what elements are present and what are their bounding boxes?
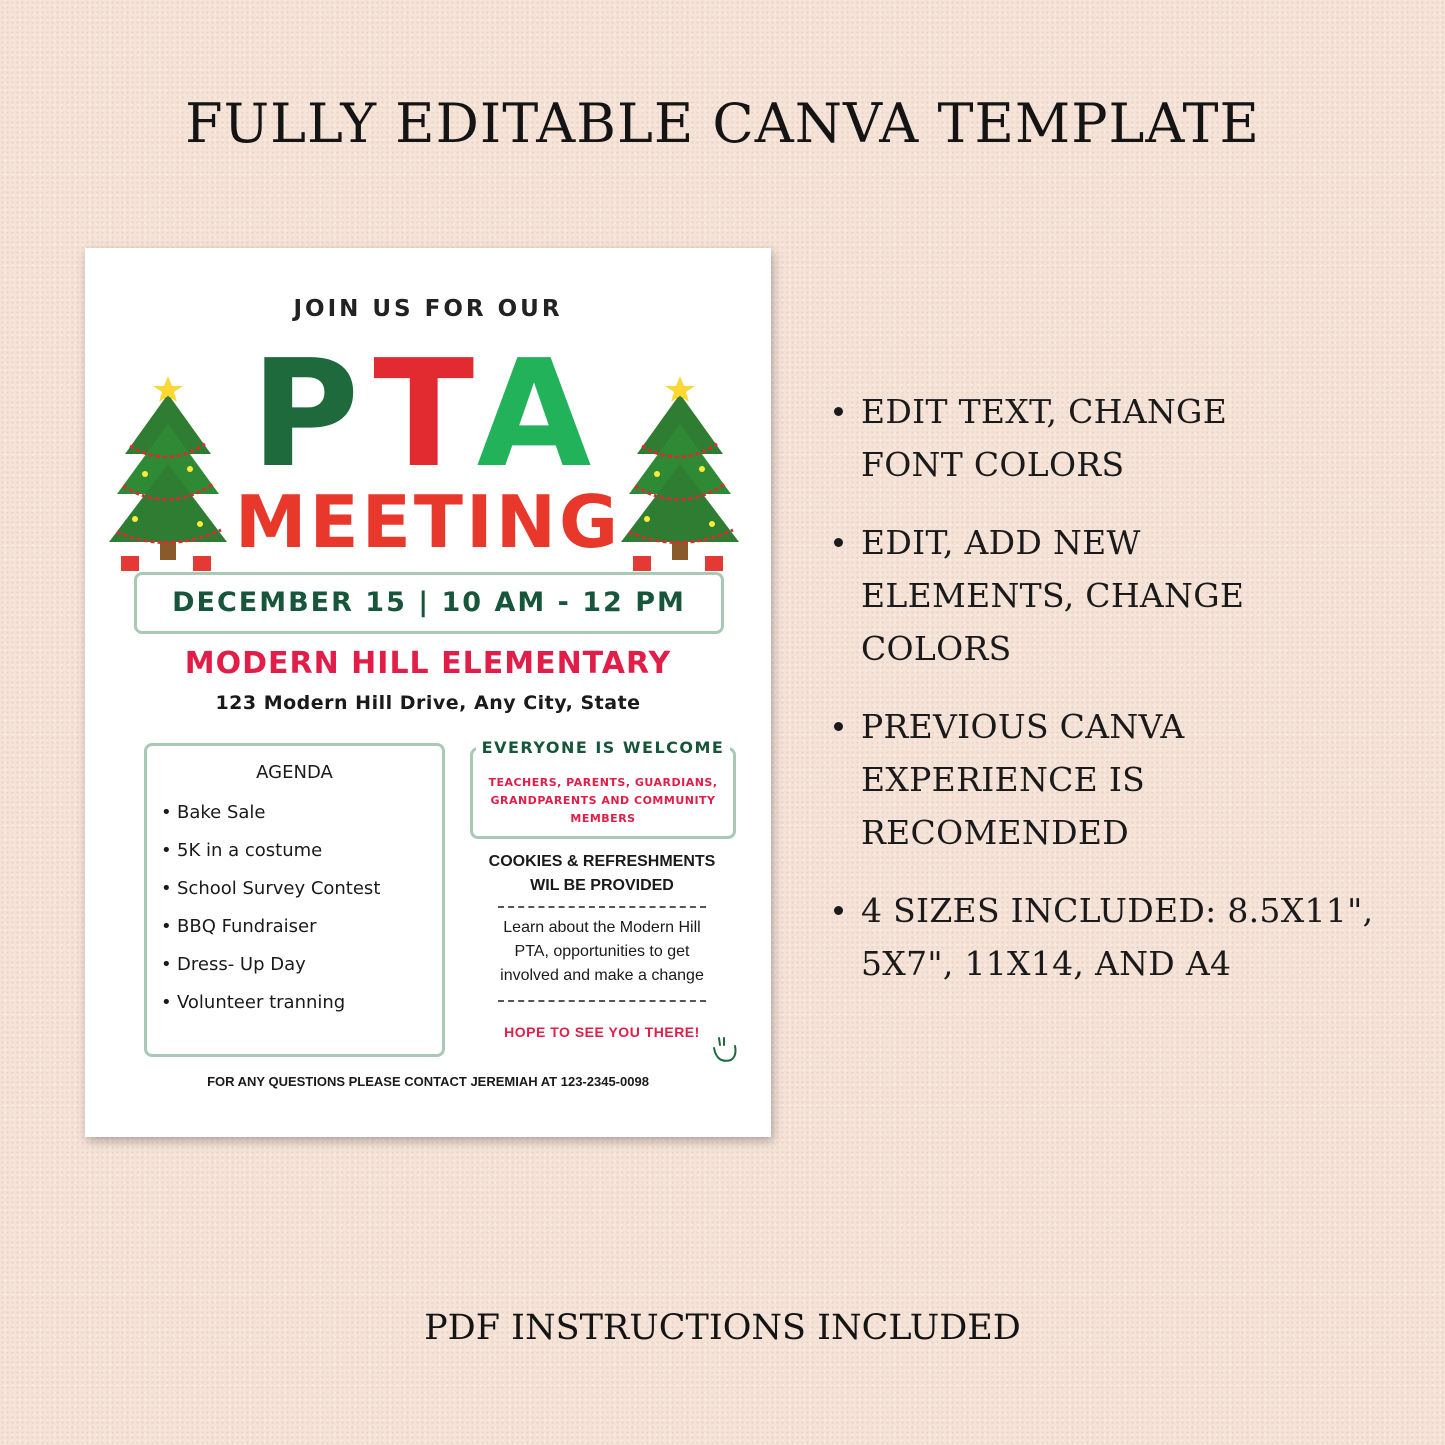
learn-line: involved and make a change: [500, 967, 704, 984]
feature-item: [832, 385, 1392, 491]
agenda-title: AGENDA: [256, 762, 333, 783]
divider: [498, 1000, 706, 1002]
learn-line: PTA, opportunities to get: [514, 943, 690, 960]
headline: FULLY EDITABLE CANVA TEMPLATE: [185, 92, 1260, 155]
feature-item: [832, 516, 1392, 675]
divider: [498, 906, 706, 908]
feature-line: EDIT, ADD NEW: [861, 523, 1141, 562]
learn-note: [473, 916, 731, 988]
welcome-line: GRANDPARENTS AND COMMUNITY: [490, 794, 716, 807]
cookies-note: [470, 850, 734, 898]
address: 123 Modern Hill Drive, Any City, State: [215, 692, 641, 714]
cookies-line: COOKIES & REFRESHMENTS: [488, 853, 716, 870]
feature-line: FONT COLORS: [861, 445, 1125, 484]
pta-letter-a: A: [476, 328, 606, 500]
feature-line: RECOMENDED: [861, 813, 1129, 852]
feature-line: 4 SIZES INCLUDED: 8.5X11",: [861, 891, 1374, 930]
pta-title: [85, 328, 771, 500]
cookies-line: WIL BE PROVIDED: [530, 877, 674, 894]
feature-line: EXPERIENCE IS: [861, 760, 1146, 799]
welcome-title: EVERYONE IS WELCOME: [476, 738, 731, 757]
agenda-item: • Volunteer tranning: [161, 990, 380, 1028]
pta-letter-t: T: [373, 328, 477, 500]
footer-note: PDF INSTRUCTIONS INCLUDED: [424, 1308, 1021, 1348]
feature-line: PREVIOUS CANVA: [861, 707, 1185, 746]
agenda-list: [161, 800, 380, 1028]
date-time: DECEMBER 15 | 10 AM - 12 PM: [172, 587, 686, 618]
agenda-box: [144, 743, 445, 1057]
welcome-body: [483, 774, 723, 828]
agenda-item: • Dress- Up Day: [161, 952, 380, 990]
join-text: JOIN US FOR OUR: [293, 296, 563, 322]
learn-line: Learn about the Modern Hill: [503, 919, 701, 936]
agenda-item: • School Survey Contest: [161, 876, 380, 914]
pta-letter-p: P: [250, 328, 374, 500]
welcome-line: TEACHERS, PARENTS, GUARDIANS,: [488, 776, 718, 789]
feature-line: 5X7", 11X14, AND A4: [861, 944, 1232, 983]
school-name: MODERN HILL ELEMENTARY: [184, 646, 672, 681]
date-box: [134, 572, 724, 634]
agenda-item: • Bake Sale: [161, 800, 380, 838]
meeting-title: MEETING: [234, 480, 622, 564]
feature-list: [832, 385, 1392, 1015]
flyer-preview: [85, 248, 771, 1137]
agenda-item: • BBQ Fundraiser: [161, 914, 380, 952]
smiley-icon: [709, 1036, 739, 1068]
feature-line: COLORS: [861, 629, 1012, 668]
hope-text: HOPE TO SEE YOU THERE!: [504, 1024, 700, 1040]
agenda-item: • 5K in a costume: [161, 838, 380, 876]
feature-item: [832, 700, 1392, 859]
feature-line: ELEMENTS, CHANGE: [861, 576, 1245, 615]
contact-line: FOR ANY QUESTIONS PLEASE CONTACT JEREMIAH AT 123-2345-0098: [207, 1074, 649, 1089]
welcome-box: [470, 738, 736, 839]
feature-line: EDIT TEXT, CHANGE: [861, 392, 1228, 431]
welcome-line: MEMBERS: [570, 812, 636, 825]
feature-item: [832, 884, 1392, 990]
